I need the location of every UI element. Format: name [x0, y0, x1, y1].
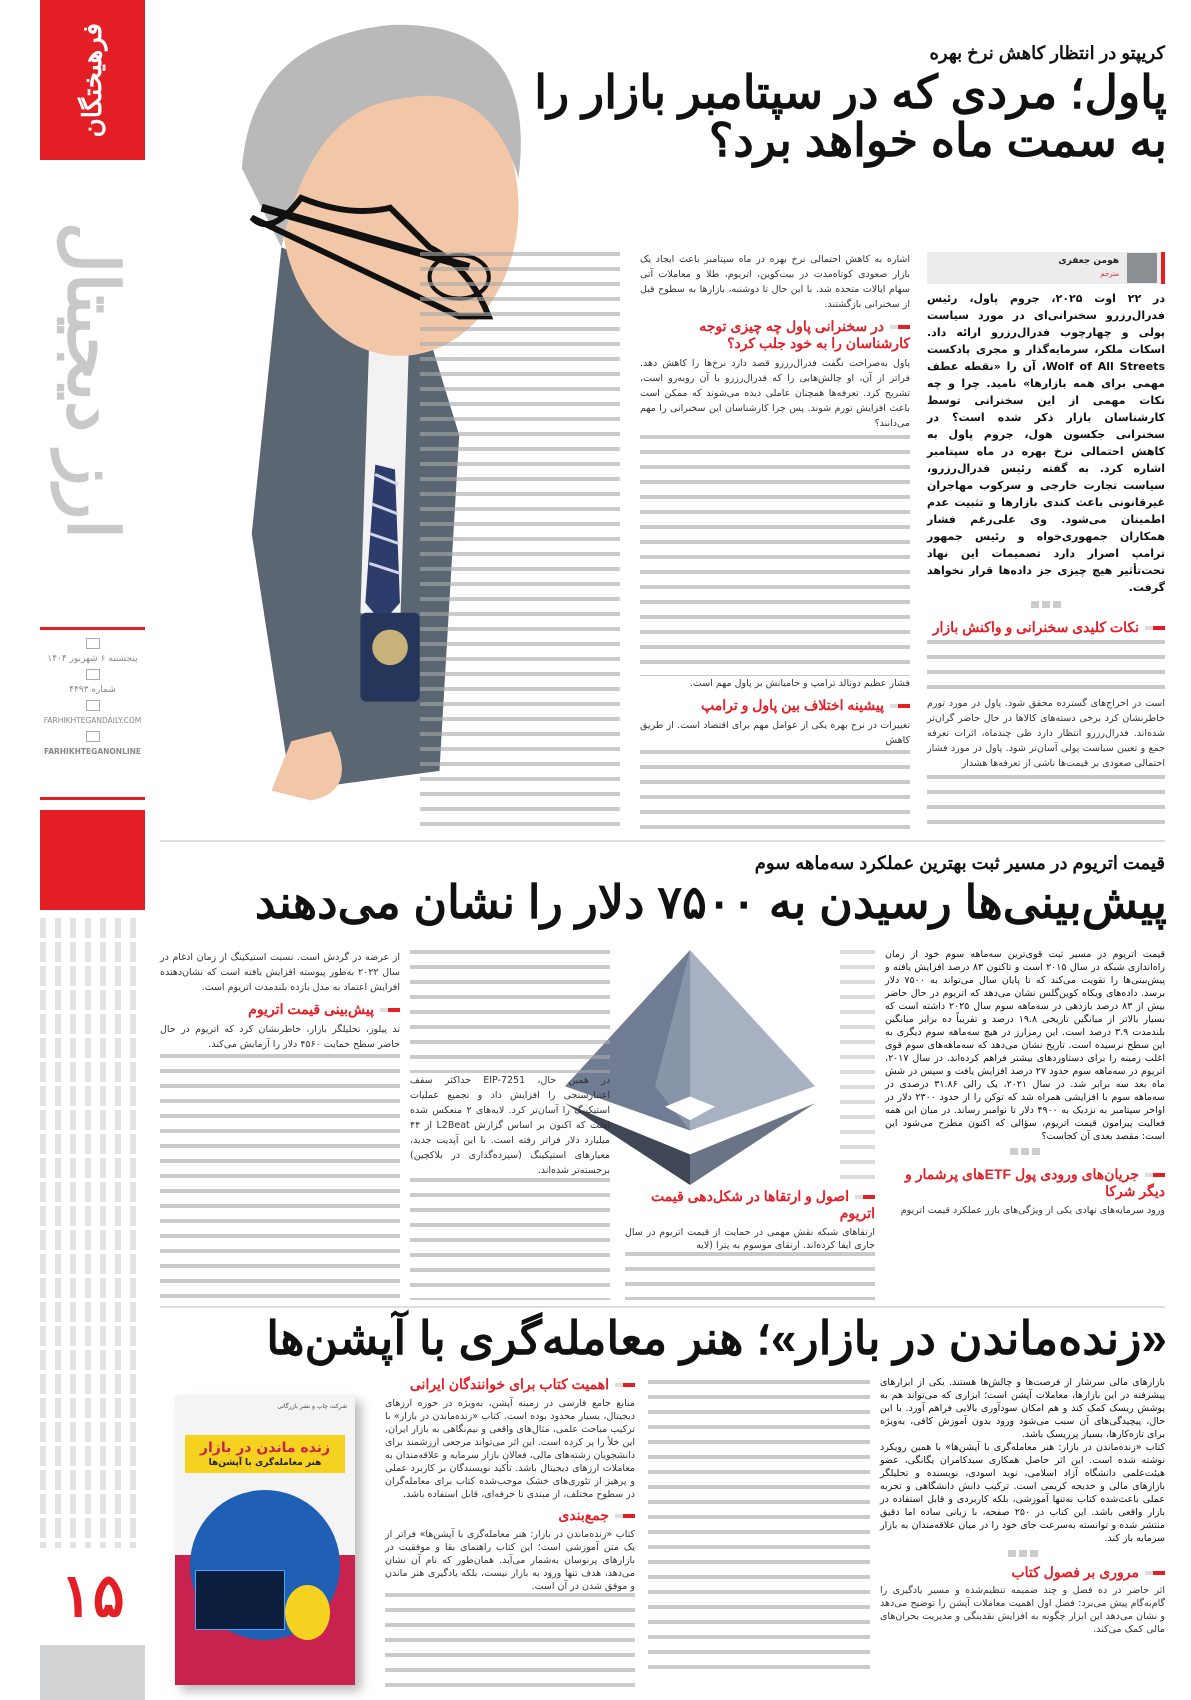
gray-block: [40, 1645, 145, 1700]
separator: [1008, 1550, 1038, 1557]
newspaper-icon: [86, 669, 100, 680]
body-text: [410, 950, 610, 1073]
newspaper-logo[interactable]: [40, 0, 145, 160]
headline: پاول؛ مردی که در سپتامبر بازار را به سمت ماه خواهد برد؟: [534, 66, 1167, 167]
page-number: ۱۵: [60, 1561, 125, 1631]
book-title: زنده ماندن در بازار: [199, 1440, 331, 1456]
body-text: پاول به‌صراحت نگفت فدرال‌رزرو قصد دارد نرخ‌ها را کاهش دهد. فراتر از آن، او چالش‌هایی را که فدرال‌رزرو با آن روبه‌رو است، تشریح کرد. تعرفه‌ها همچنان عاملی دیده می‌شوند که ممکن است باعث افزایش تورم شوند. پس چرا کارشناسان این سخنرانی را مهم می‌دانند؟: [640, 358, 910, 429]
separator: [1010, 1148, 1040, 1155]
subheading: پیشینه اختلاف بین پاول و ترامپ: [640, 697, 910, 714]
body-text: ارتقاهای شبکه نقش مهمی در حمایت از قیمت اتریوم در سال جاری ایفا کرده‌اند. ارتقای موسوم به پترا (لایه: [625, 1227, 875, 1251]
article2-col-3: [410, 950, 610, 1300]
divider: [40, 797, 145, 800]
headline: پیش‌بینی‌ها رسیدن به ۷۵۰۰ دلار را نشان می‌دهند: [254, 876, 1167, 928]
lead-paragraph: در ۲۲ اوت ۲۰۲۵، جروم پاول، رئیس فدرال‌رزرو سخنرانی‌ای در مورد سیاست پولی و چهارچوب فدرال‌رزرو ارائه داد. اسکات ملکر، سرمایه‌گذار و مجری پادکست Wolf of All Streets، آن را «نقطه عطف مهمی برای همه بازارها» نامید. چرا و چه نکات مهمی از این سخنرانی توسط کارشناسان بازار ذکر شده است؟ در سخنرانی جکسون هول، جروم پاول به کاهش احتمالی نرخ بهره در ماه سپتامبر اشاره کرد. به گفته رئیس فدرال‌رزرو، سیاست تجارت خارجی و سرکوب مهاجران غیرقانونی باعث کندی بازارها و تثبیت عدم اطمینان می‌شود. وی علی‌رغم فشار همکاران جمهوری‌خواه و رئیس جمهور ترامپ اصرار دارد تصمیمات این نهاد تحت‌تأثیر هیچ چیزی جز داده‌ها قرار نخواهد گرفت.: [927, 292, 1165, 594]
book-publisher: شرکت چاپ و نشر بازرگانی: [277, 1403, 347, 1410]
divider: [160, 840, 1165, 842]
author-role: مترجم: [1100, 270, 1119, 278]
subheading: اصول و ارتقاها در شکل‌دهی قیمت اتریوم: [625, 1188, 875, 1222]
body-text: تد پیلوز، تحلیلگر بازار، خاطرنشان کرد که اتریوم در حال حاضر سطح حمایت ۴۵۶۰ دلار را آزمایش می‌کند.: [160, 1024, 400, 1050]
body-text: [840, 950, 875, 1180]
article1-col-right: [927, 252, 1165, 830]
body-text: [640, 435, 910, 676]
divider: [40, 627, 145, 630]
body-text: از عرضه در گردش است. نسبت استیکینگ از زمان ادغام در سال ۲۰۲۲ به‌طور پیوسته افزایش یافته است که نشان‌دهنده افزایش اعتماد به مدل بازده بلندمدت اتریوم است.: [160, 952, 401, 993]
logo-text: فرهیختگان: [77, 22, 108, 138]
website-link[interactable]: FARHIKHTEGANDAILY.COM: [43, 716, 142, 725]
body-text: [385, 1593, 635, 1698]
subheading: اهمیت کتاب برای خوانندگان ایرانی: [385, 1376, 635, 1393]
body-text: اثر حاضر در ده فصل و چند ضمیمه تنظیم‌شده و مسیر یادگیری را گام‌به‌گام پیش می‌برد: فصل اول اهمیت معاملات آپشن را توضیح می‌دهد و نشان می‌دهد این ابزار چگونه به افزایش نقدینگی و مدیریت بحران‌های مالی کمک می‌کند.: [880, 1585, 1165, 1635]
article1-col-left: [420, 252, 620, 827]
body-text: در همین حال، EIP-7251 حداکثر سقف اعتبارسنجی را افزایش داد و تجمیع عملیات استیکینگ را آسان‌تر کرد. لایه‌های ۲ منعکس شده است که اکنون بر اساس گزارش L2Beat از ۴۴ میلیارد دلار فراتر رفته است. با این آپدیت جدید، معیارهای استیکینگ (سپرده‌گذاری در بلاکچین) برجسته‌تر شده‌اند.: [410, 1074, 610, 1176]
lead-paragraph: کتاب «زنده‌ماندن در بازار: هنر معامله‌گری با آپشن‌ها» با همین رویکرد نوشته شده است. این اثر حاصل همکاری سیدکامران یگانگی، عضو هیئت‌علمی دانشگاه آزاد اسلامی، نوید اسودی، نویسنده و تحلیلگر بازارهای مالی و خدیجه کریمی است. ترکیب دانش دانشگاهی و تجربه عملی باعث‌شده کتاب نه‌تنها آموزشی، بلکه کاربردی و قابل استفاده در بازار واقعی باشد. این کتاب در ۲۵۰ صفحه، با زبانی ساده اما دقیق منتشر شده و توانسته به‌سرعت جای خود را در میان علاقه‌مندان به بازار سرمایه باز کند.: [880, 1442, 1165, 1544]
article2-col-mid: [625, 1188, 875, 1300]
lead-paragraph: قیمت اتریوم در مسیر ثبت قوی‌ترین سه‌ماهه سوم خود از زمان راه‌اندازی شبکه در سال ۲۰۱۵ است و تاکنون ۸۳ درصد افزایش یافته و پیش‌بینی‌ها را تقویت می‌کند که تا پایان سال می‌تواند به ۷۵۰۰ دلار برسد. داده‌های ویکاه کوین‌گلس نشان می‌دهد که اتریوم در حال حاضر بیش از ۸۳ درصد بازدهی در سه‌ماهه سوم سال ۲۰۲۵ داشته است که بسیار بالاتر از میانگین تاریخی ۱۹.۸ درصد و تقریباً ده برابر میانگین بلندمدت ۳.۹ درصد است. این رمزارز در هیچ سه‌ماهه سوم دیگری به این سطح نرسیده است. تاریخ نشان می‌دهد که سه‌ماهه‌های سوم قوی اغلب زمینه را برای دستاوردهای بیشتر فراهم کرده‌اند. در سال ۲۰۱۷، اتریوم در سه‌ماهه سوم حدود ۲۷ درصد افزایش یافت و سپس در شش ماه بعد سه برابر شد. در سال ۲۰۲۱، یک رالی ۳۱.۸۶ درصدی در سه‌ماهه سوم با افزایشی همراه شد که توکن را از حدود ۲۳۰۰ دلار در اواخر سپتامبر به نزدیک به ۴۹۰۰ دلار تا نوامبر رساند. در میان این همه فعالیت پیرامون قیمت اتریوم، سؤالی که اکنون مطرح می‌شود این است: مقصد بعدی آن کجاست؟: [885, 949, 1166, 1142]
section-label: ارز دیجیتال: [53, 221, 132, 539]
issue-number: شماره ۴۴۹۳: [69, 685, 116, 695]
book-subtitle: هنر معامله‌گری با آپشن‌ها: [208, 1458, 322, 1468]
decorative-stripes: [40, 918, 145, 1548]
author-photo: [1127, 253, 1157, 283]
body-text: تغییرات در نرخ بهره یکی از عوامل مهم برای اقتصاد است. از طریق کاهش: [640, 719, 910, 746]
body-text: [410, 1178, 610, 1301]
separator: [1031, 601, 1061, 608]
issue-info: [40, 635, 145, 759]
web-icon: [86, 700, 100, 711]
body-text: منابع جامع فارسی در زمینه آپشن، به‌ویژه در حوزه ارزهای دیجیتال، بسیار محدود بوده است. کتاب «زنده‌ماندن در بازار» با ترکیب مباحث علمی، مثال‌های واقعی و نیم‌نگاهی به بازار ایران، این خلأ را پر کرده است. این اثر می‌تواند مرجعی ارزشمند برای دانشجویان رشته‌های مالی، فعالان بازار سرمایه و علاقه‌مندان به معاملات ارزهای دیجیتال باشد. تأکید نویسندگان بر کاربرد عملی و پرهیز از تئوری‌های خشک موجب‌شده کتاب برای معامله‌گران در سطوح مختلف، از مبتدی تا حرفه‌ای، قابل استفاده باشد.: [385, 1398, 635, 1500]
red-block: [40, 810, 145, 910]
body-text: [640, 750, 910, 830]
calendar-icon: [86, 638, 100, 649]
kicker: کریپتو در انتظار کاهش نرخ بهره: [929, 43, 1165, 63]
subheading: در سخنرانی پاول چه چیزی توجه کارشناسان را به خود جلب کرد؟: [640, 318, 910, 352]
body-text: [927, 775, 1165, 831]
divider: [160, 1306, 1165, 1308]
article3-col-right: [880, 1376, 1165, 1698]
social-icon: [86, 731, 100, 742]
subheading: جریان‌های ورودی پول ETFهای پرشمار و دیگر شرکا: [885, 1166, 1165, 1200]
article2-col-4: [160, 950, 400, 1300]
body-text: است در اخراج‌های گسترده محقق شود. پاول در مورد تورم خاطرنشان کرد برخی دسته‌های کالاها در حال حاضر گران‌تر شده‌اند. فدرال‌رزرو انتظار دارد طی چندماه، اثرات تعرفه جمع و تعیین سیاست پولی آسان‌تر شود. پاول در مورد فشار احتمالی صعودی بر قیمت‌ها ناشی از تعرفه‌ها هشدار: [927, 697, 1165, 769]
author-box: [927, 252, 1165, 284]
subheading: پیش‌بینی قیمت اتریوم: [160, 1001, 400, 1018]
article3-col-left: [385, 1376, 635, 1698]
body-text: [927, 640, 1165, 696]
subheading: مروری بر فصول کتاب: [880, 1564, 1165, 1581]
social-handle[interactable]: FARHIKHTEGANONLINE: [43, 747, 142, 756]
subheading: جمع‌بندی: [385, 1507, 635, 1524]
lead-paragraph: بازارهای مالی سرشار از فرصت‌ها و چالش‌ها هستند. یکی از ابزارهای پیشرفته در این بازارها، معاملات آپشن است؛ ابزاری که می‌تواند هم به پوشش ریسک کمک کند و هم امکان سودآوری بالایی فراهم آورد. با این حال، پیچیدگی‌های آن سبب می‌شود ورود بدون آموزش کافی، به‌ویژه برای تازه‌کارها، بسیار پرریسک باشد.: [880, 1377, 1165, 1440]
body-text: ورود سرمایه‌های نهادی یکی از ویژگی‌های بارز عملکرد قیمت اتریوم: [900, 1205, 1165, 1216]
issue-date: پنجشنبه ۶ شهریور ۱۴۰۴: [47, 654, 138, 664]
book-cover: [175, 1395, 355, 1685]
body-text: کتاب «زنده‌ماندن در بازار: هنر معامله‌گری با آپشن‌ها» فراتر از یک متن آموزشی است؛ این کتاب راهنمای بقا و موفقیت در بازارهای پرنوسان به‌شمار می‌آید. همان‌طور که نام آن نشان می‌دهد، هدف تنها ورود به بازار نیست، بلکه یادگیری هنر ماندن و موفق شدن در آن است.: [385, 1529, 635, 1592]
author-name: هومن جعفری: [1058, 256, 1119, 266]
body-text: اشاره به کاهش احتمالی نرخ بهره در ماه سپتامبر باعث ایجاد یک بازار صعودی کوتاه‌مدت در بیت‌کوین، اتریوم، طلا و معاملات آتی سهام ایالات متحده شد. با این حال تا دوشنبه، بازارها به سطوح قبل از سخنرانی بازگشتند.: [640, 254, 910, 310]
headline: «زنده‌ماندن در بازار»؛ هنر معامله‌گری با آپشن‌ها: [266, 1312, 1167, 1364]
kicker: قیمت اتریوم در مسیر ثبت بهترین عملکرد سه‌ماهه سوم: [754, 853, 1165, 873]
section-title: [40, 170, 145, 590]
subheading: نکات کلیدی سخنرانی و واکنش بازار: [927, 619, 1165, 636]
body-text: [625, 1252, 875, 1300]
body-text: فشار عظیم دونالد ترامپ و حامیانش بر پاول مهم است.: [689, 677, 910, 689]
body-text: [160, 1054, 400, 1300]
article2-col-right: [885, 948, 1165, 1300]
article3-col-mid: [648, 1380, 870, 1680]
article1-col-middle: [640, 252, 910, 830]
